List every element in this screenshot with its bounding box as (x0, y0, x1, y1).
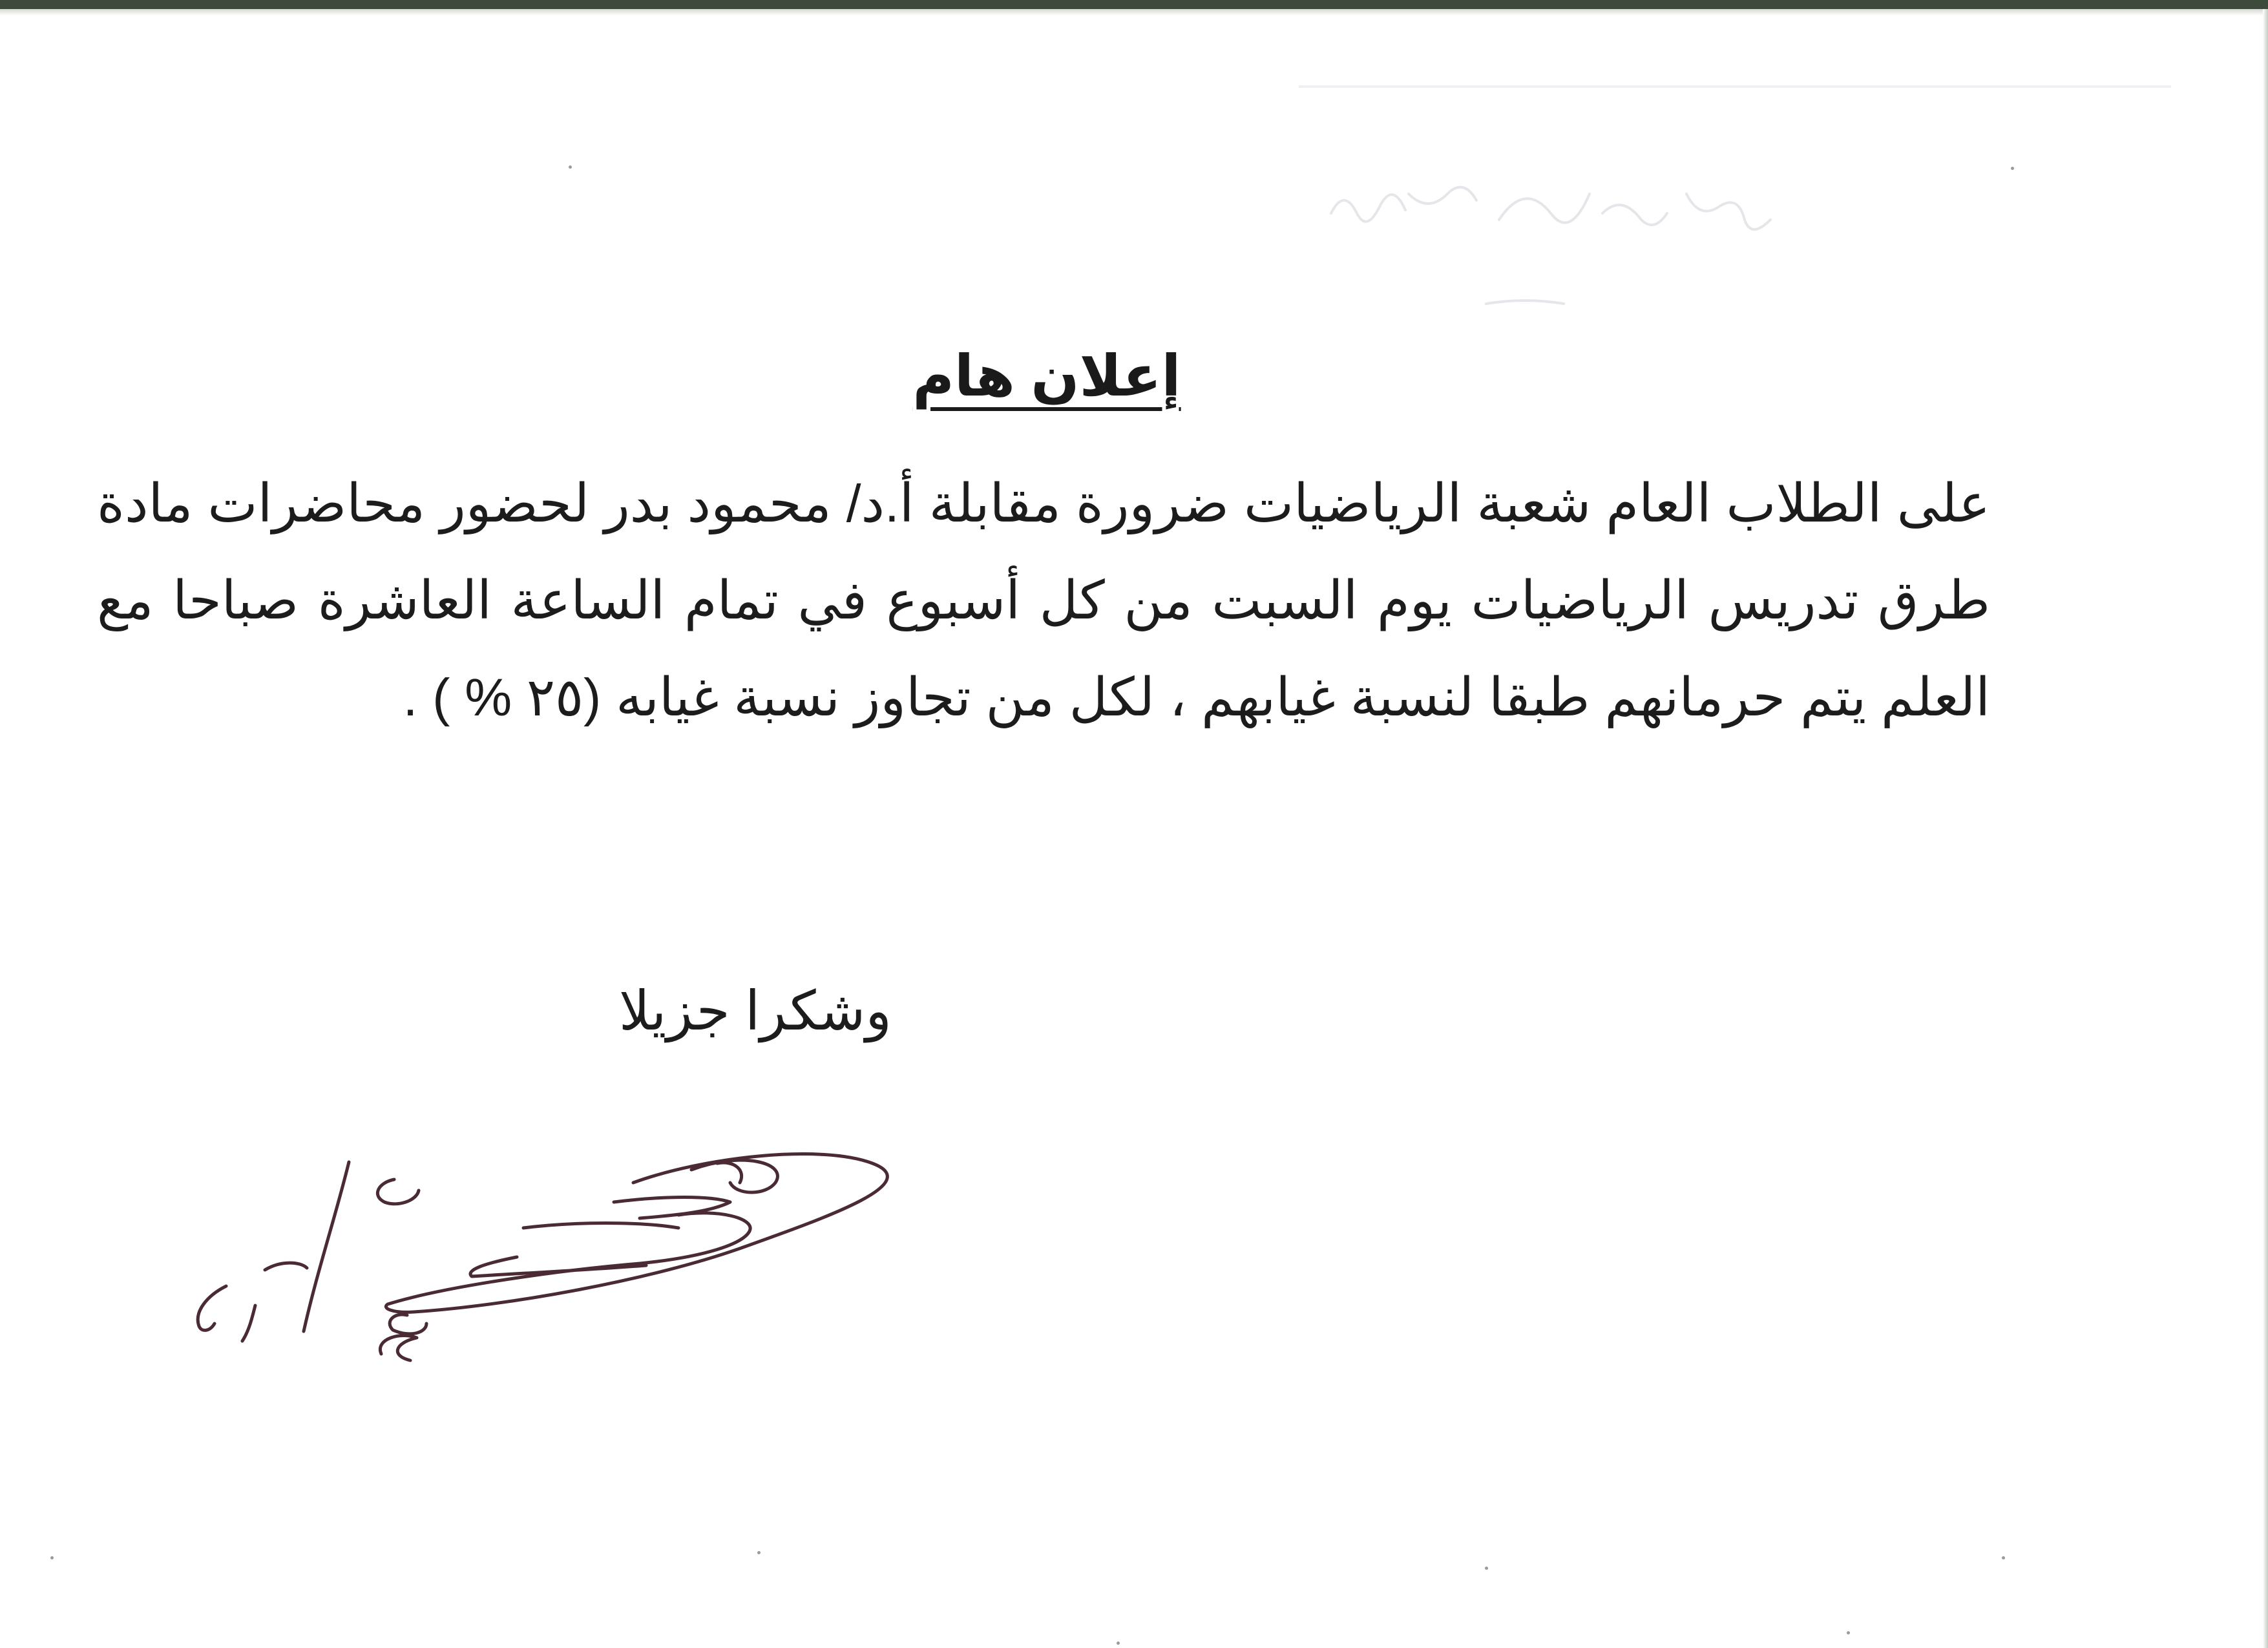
scan-speck (1117, 1642, 1120, 1645)
announcement-title-text: إعلان هام (912, 344, 1181, 408)
scan-speck (1847, 1631, 1850, 1634)
scan-speck (1485, 1567, 1488, 1570)
scan-speck (757, 1551, 761, 1554)
announcement-body: على الطلاب العام شعبة الرياضيات ضرورة مقابلة أ.د/ محمود بدر لحضور محاضرات مادة طرق تدريس الرياضيات يوم السبت من كل أسبوع في تمام الساعة العاشرة صباحا مع العلم يتم حرمانهم طبقا لنسبة غيابهم ، لكل من تجاوز نسبة غيابه (٢٥ % ) . (97, 474, 1990, 727)
scan-speck (569, 165, 572, 169)
scan-speck (50, 1556, 54, 1559)
scan-speck (2002, 1556, 2005, 1559)
handwritten-signature (123, 1099, 1079, 1422)
closing-thanks: وشكرا جزيلا (618, 980, 892, 1041)
scan-speck (2011, 167, 2014, 170)
announcement-title (840, 343, 1254, 409)
